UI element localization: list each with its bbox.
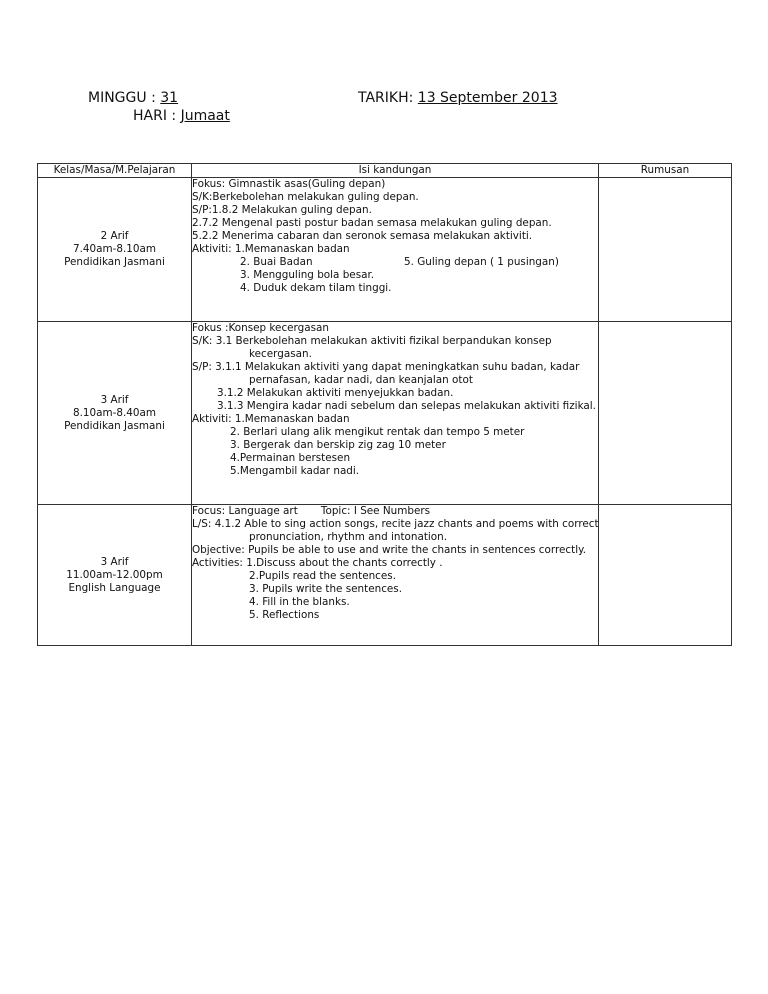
- content-line: Aktiviti: 1.Memanaskan badan: [192, 243, 350, 255]
- content-cell: [192, 322, 599, 505]
- table-row: [38, 505, 732, 646]
- class-time: 7.40am-8.10am: [73, 243, 156, 255]
- content-line: 3. Pupils write the sentences.: [249, 583, 403, 595]
- content-line: 3. Mengguling bola besar.: [240, 269, 375, 281]
- hari-line: [133, 108, 230, 124]
- content-line: S/K:Berkebolehan melakukan guling depan.: [192, 191, 419, 203]
- content-line: 5. Reflections: [249, 609, 320, 621]
- tarikh-value: 13 September 2013: [417, 90, 558, 106]
- content-line: 4. Fill in the blanks.: [249, 596, 350, 608]
- class-subject: Pendidikan Jasmani: [64, 419, 165, 432]
- content-line: [192, 256, 598, 269]
- content-line: 5.2.2 Menerima cabaran dan seronok semasa melakukan aktiviti.: [192, 230, 533, 242]
- activity-item: 2. Buai Badan: [240, 256, 313, 268]
- content-line: 5.Mengambil kadar nadi.: [230, 465, 360, 477]
- minggu-line: [88, 90, 178, 106]
- content-line: 2.Pupils read the sentences.: [249, 570, 396, 582]
- content-line: Objective: Pupils be able to use and write the chants in sentences correctly.: [192, 544, 587, 556]
- table-row: [38, 178, 732, 322]
- content-line: pernafasan, kadar nadi, dan keanjalan otot: [249, 374, 473, 386]
- content-line: kecergasan.: [249, 348, 312, 360]
- hari-value: Jumaat: [180, 108, 230, 124]
- content-line: Fokus: Gimnastik asas(Guling depan): [192, 178, 386, 190]
- content-line: S/K: 3.1 Berkebolehan melakukan aktiviti fizikal berpandukan konsep: [192, 335, 552, 347]
- content-line: pronunciation, rhythm and intonation.: [249, 531, 448, 543]
- table-row: [38, 322, 732, 505]
- content-line: 4. Duduk dekam tilam tinggi.: [240, 282, 392, 294]
- content-cell: [192, 178, 599, 322]
- activity-item: 5. Guling depan ( 1 pusingan): [404, 256, 559, 268]
- class-time: 11.00am-12.00pm: [66, 568, 163, 581]
- class-subject: Pendidikan Jasmani: [64, 256, 165, 268]
- content-line: L/S: 4.1.2 Able to sing action songs, recite jazz chants and poems with correct: [192, 518, 599, 530]
- class-name: 2 Arif: [100, 230, 129, 242]
- content-line: 3. Bergerak dan berskip zig zag 10 meter: [230, 439, 446, 451]
- class-subject: English Language: [68, 581, 161, 594]
- content-line: 3.1.2 Melakukan aktiviti menyejukkan badan.: [217, 387, 454, 399]
- content-line: Focus: Language art Topic: I See Numbers: [192, 505, 431, 517]
- tarikh-label: TARIKH:: [358, 90, 418, 106]
- rumusan-cell: [599, 322, 732, 505]
- content-line: S/P:1.8.2 Melakukan guling depan.: [192, 204, 372, 216]
- class-name: 3 Arif: [100, 555, 129, 568]
- content-line: 4.Permainan berstesen: [230, 452, 351, 464]
- content-line: 2.7.2 Mengenal pasti postur badan semasa melakukan guling depan.: [192, 217, 552, 229]
- class-cell: [38, 505, 192, 646]
- hari-label: HARI :: [133, 108, 181, 124]
- class-time: 8.10am-8.40am: [73, 406, 156, 419]
- column-header-isi: Isi kandungan: [192, 164, 599, 178]
- rumusan-cell: [599, 505, 732, 646]
- content-line: S/P: 3.1.1 Melakukan aktiviti yang dapat meningkatkan suhu badan, kadar: [192, 361, 580, 373]
- class-name: 3 Arif: [100, 393, 129, 406]
- content-line: Activities: 1.Discuss about the chants correctly .: [192, 557, 443, 569]
- content-line: Aktiviti: 1.Memanaskan badan: [192, 413, 350, 425]
- content-line: Fokus :Konsep kecergasan: [192, 322, 329, 334]
- column-header-rumusan: Rumusan: [599, 164, 732, 178]
- rumusan-cell: [599, 178, 732, 322]
- lesson-plan-table: [37, 163, 732, 646]
- content-cell: [192, 505, 599, 646]
- minggu-label: MINGGU :: [88, 90, 161, 106]
- class-cell: [38, 322, 192, 505]
- content-line: 2. Berlari ulang alik mengikut rentak dan tempo 5 meter: [230, 426, 525, 438]
- column-header-kelas: Kelas/Masa/M.Pelajaran: [38, 164, 192, 178]
- class-cell: [38, 178, 192, 322]
- tarikh-line: [358, 90, 558, 106]
- table-header-row: [38, 164, 732, 178]
- minggu-value: 31: [160, 90, 179, 106]
- content-line: 3.1.3 Mengira kadar nadi sebelum dan selepas melakukan aktiviti fizikal.: [217, 400, 596, 412]
